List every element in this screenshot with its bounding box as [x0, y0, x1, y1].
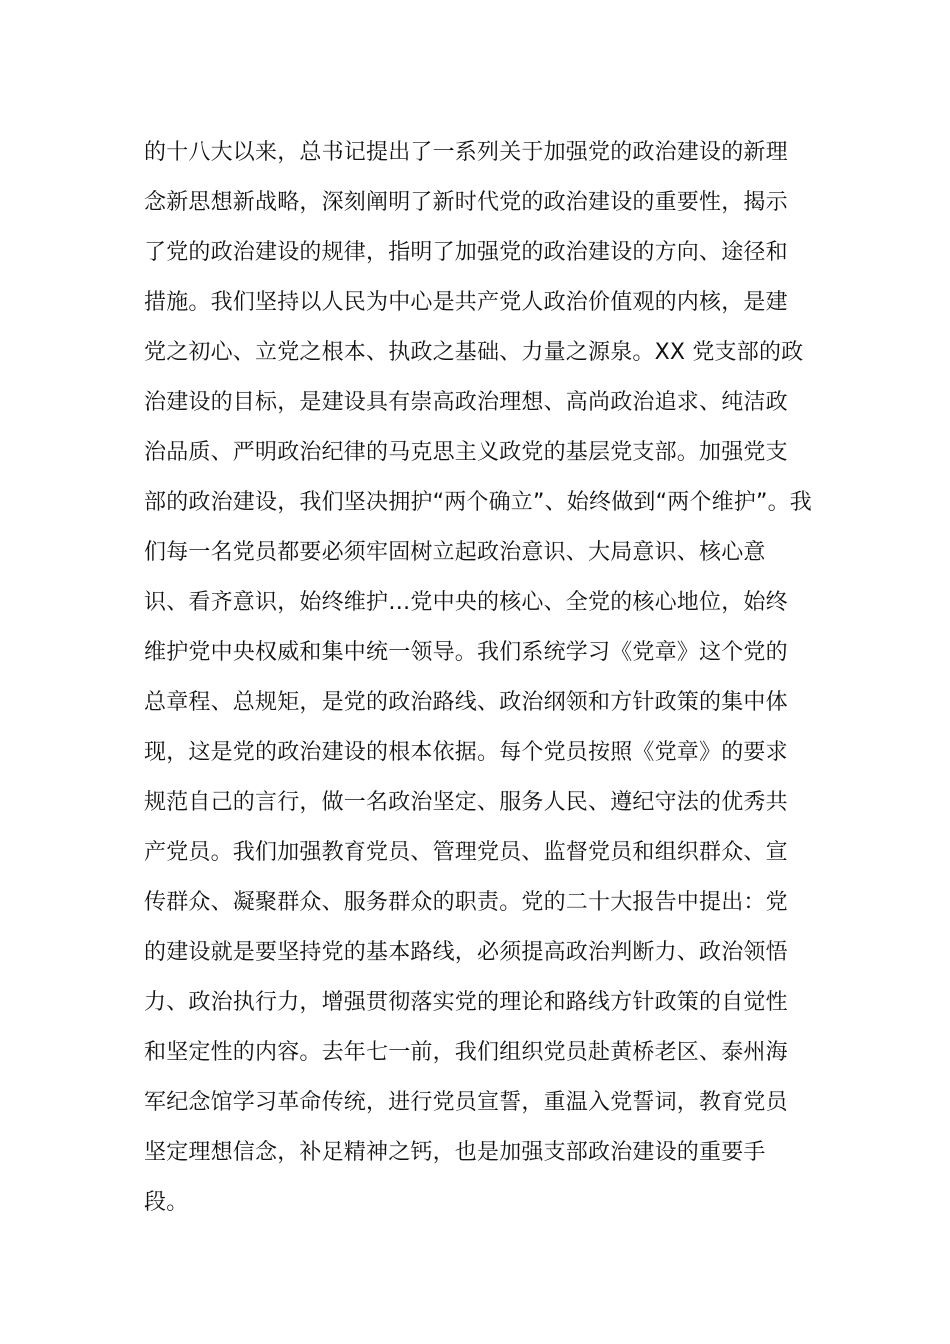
text-line: 规范自己的言行，做一名政治坚定、服务人民、遵纪守法的优秀共 [144, 790, 788, 815]
text-line: 措施。我们坚持以人民为中心是共产党人政治价值观的内核，是建 [144, 290, 788, 315]
text-line: 治品质、严明政治纪律的马克思主义政党的基层党支部。加强党支 [144, 440, 788, 465]
text-line: 传群众、凝聚群众、服务群众的职责。党的二十大报告中提出：党 [144, 890, 788, 915]
text-line: 产党员。我们加强教育党员、管理党员、监督党员和组织群众、宣 [144, 840, 788, 865]
body-paragraph [144, 128, 824, 1228]
text-line: 军纪念馆学习革命传统，进行党员宣誓，重温入党誓词，教育党员 [144, 1090, 788, 1115]
text-line: 们每一名党员都要必须牢固树立起政治意识、大局意识、核心意 [144, 540, 766, 565]
text-line: 力、政治执行力，增强贯彻落实党的理论和路线方针政策的自觉性 [144, 990, 788, 1015]
text-line: 总章程、总规矩，是党的政治路线、政治纲领和方针政策的集中体 [144, 690, 788, 715]
text-line: 的建设就是要坚持党的基本路线，必须提高政治判断力、政治领悟 [144, 940, 788, 965]
text-line: 识、看齐意识，始终维护…党中央的核心、全党的核心地位，始终 [144, 590, 788, 615]
text-line: 段。 [144, 1190, 189, 1215]
text-line: 和坚定性的内容。去年七一前，我们组织党员赴黄桥老区、泰州海 [144, 1040, 788, 1065]
text-line: 维护党中央权威和集中统一领导。我们系统学习《党章》这个党的 [144, 640, 788, 665]
text-line: 现，这是党的政治建设的根本依据。每个党员按照《党章》的要求 [144, 740, 788, 765]
text-line: 部的政治建设，我们坚决拥护“两个确立”、始终做到“两个维护”。我 [144, 490, 812, 515]
text-line: 的十八大以来，总书记提出了一系列关于加强党的政治建设的新理 [144, 140, 788, 165]
text-line: 坚定理想信念，补足精神之钙，也是加强支部政治建设的重要手 [144, 1140, 766, 1165]
text-line: 了党的政治建设的规律，指明了加强党的政治建设的方向、途径和 [144, 240, 788, 265]
text-line: 念新思想新战略，深刻阐明了新时代党的政治建设的重要性，揭示 [144, 190, 788, 215]
text-line: 治建设的目标，是建设具有崇高政治理想、高尚政治追求、纯洁政 [144, 390, 788, 415]
text-line: 党之初心、立党之根本、执政之基础、力量之源泉。XX 党支部的政 [144, 340, 804, 365]
